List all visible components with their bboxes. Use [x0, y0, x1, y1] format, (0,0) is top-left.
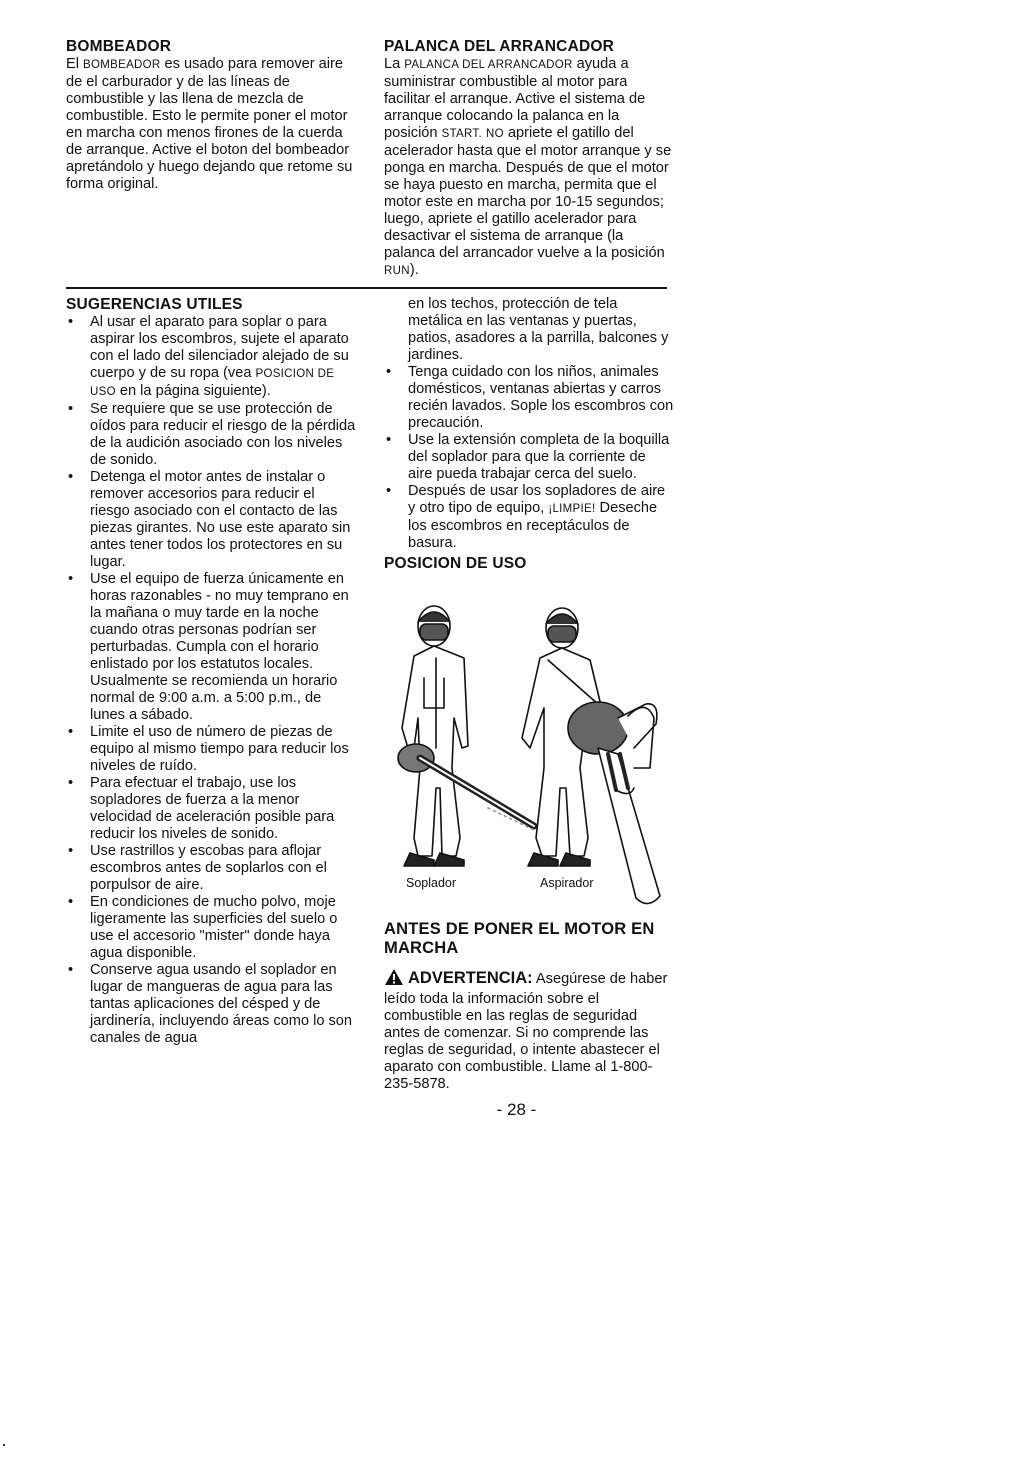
- list-item-smallcaps: POSICION DE USO: [90, 368, 335, 398]
- list-item: [66, 894, 356, 962]
- palanca-paragraph: [384, 56, 674, 280]
- bombeador-heading: BOMBEADOR: [66, 38, 172, 55]
- bombeador-smallcaps: BOMBEADOR: [83, 59, 161, 71]
- list-item: [66, 724, 356, 775]
- sugerencias-list: [66, 314, 356, 1047]
- bullet-icon: •: [386, 364, 392, 380]
- list-item: [66, 843, 356, 894]
- list-item-text: Use el equipo de fuerza únicamente en horas razonables - no muy temprano en la mañana o muy tarde en la noche cuando otras personas podrían ser perturbadas. Cumpla con el horario enlistado por los estatutos locales. Usualmente se recomienda un horario normal de 9:00 a.m. a 5:00 p.m., de lunes a sábado.: [90, 571, 349, 723]
- bombeador-text: es usado para remover aire de el carburador y de las líneas de combustible y las llena de mezcla de combustible. Esto le permite poner el motor en marcha con menos firones de la cuerda de arranque. Active el boton del bombeador apretándolo y huego dejando que retome su forma original.: [66, 56, 353, 192]
- list-item-text: Use rastrillos y escobas para aflojar escombros antes de soplarlos con el porpulsor de aire.: [90, 843, 327, 893]
- palanca-text: ).: [409, 262, 419, 278]
- list-item-text: Conserve agua usando el soplador en lugar de mangueras de agua para las tantas aplicaciones del césped y de jardinería, incluyendo áreas como lo son canales de agua: [90, 962, 353, 1046]
- bullet-icon: •: [68, 724, 74, 740]
- palanca-section: [384, 38, 674, 280]
- list-item: [384, 364, 674, 432]
- bombeador-text: El: [66, 56, 84, 72]
- list-item-text: Limite el uso de número de piezas de equipo al mismo tiempo para reducir los niveles de ruído.: [90, 724, 349, 774]
- page-number: - 28 -: [496, 1100, 537, 1119]
- list-item: [384, 432, 674, 483]
- warning-text: Asegúrese de haber leído toda la información sobre el combustible en las reglas de seguridad antes de comenzar. Si no comprende las reglas de seguridad, o intente abastecer el aparato con combustible. Llame al 1-800-235-5878.: [384, 971, 668, 1092]
- bullet-icon: •: [386, 483, 392, 499]
- list-item-text: Después de usar los sopladores de aire y otro tipo de equipo,: [408, 483, 666, 516]
- bullet-icon: •: [68, 843, 74, 859]
- caption-aspirador: Aspirador: [540, 876, 594, 890]
- list-item-text: En condiciones de mucho polvo, moje ligeramente las superficies del suelo o use el accesorio "mister" donde haya agua disponible.: [90, 894, 338, 961]
- list-item-text: Deseche los escombros en receptáculos de basura.: [408, 500, 658, 551]
- palanca-heading: PALANCA DEL ARRANCADOR: [384, 38, 615, 55]
- caption-soplador: Soplador: [406, 876, 457, 890]
- palanca-smallcaps: NO: [486, 128, 504, 140]
- warning-paragraph: [384, 968, 674, 1093]
- warning-icon: [384, 968, 404, 991]
- list-item: [66, 469, 356, 571]
- section-divider: [66, 287, 667, 289]
- bullet-icon: •: [68, 962, 74, 978]
- antes-section: [384, 920, 674, 1093]
- bullet-icon: •: [68, 894, 74, 910]
- bullet-icon: •: [68, 314, 74, 330]
- posicion-illustration: [384, 598, 674, 910]
- palanca-smallcaps: PALANCA DEL ARRANCADOR: [404, 59, 573, 71]
- bullet-icon: •: [68, 401, 74, 417]
- list-item: [66, 962, 356, 1047]
- palanca-smallcaps: START.: [441, 128, 482, 140]
- bombeador-paragraph: [66, 56, 356, 193]
- list-item-text: en la página siguiente).: [115, 383, 271, 399]
- operator-figures-image: [384, 598, 674, 910]
- list-item-text: Al usar el aparato para soplar o para aspirar los escombros, sujete el aparato con el lado del silenciador alejado de su cuerpo y de su ropa (vea: [90, 314, 349, 381]
- bullet-icon: •: [68, 775, 74, 791]
- list-item-smallcaps: ¡LIMPIE!: [548, 503, 596, 515]
- sugerencias-heading: SUGERENCIAS UTILES: [66, 296, 243, 313]
- list-item: [66, 775, 356, 843]
- palanca-text: La: [384, 56, 405, 72]
- palanca-text: ayuda a suministrar combustible al motor para facilitar el arranque. Active el sistema de arranque colocando la palanca en la posición: [384, 56, 646, 141]
- list-item: [66, 401, 356, 469]
- bullet-icon: •: [68, 571, 74, 587]
- bullet-icon: •: [386, 432, 392, 448]
- list-item-continuation: en los techos, protección de tela metálica en las ventanas y puertas, patios, asadores a la parrilla, balcones y jardines.: [408, 296, 669, 363]
- list-item: [66, 314, 356, 401]
- sugerencias-section: [66, 296, 356, 1047]
- antes-heading: ANTES DE PONER EL MOTOR EN MARCHA: [384, 920, 655, 957]
- list-item-text: Para efectuar el trabajo, use los sopladores de fuerza a la menor velocidad de aceleración posible para reducir los niveles de sonido.: [90, 775, 335, 842]
- sugerencias-continued: [384, 296, 674, 573]
- scan-mark: [3, 1444, 5, 1446]
- bullet-icon: •: [68, 469, 74, 485]
- posicion-heading: POSICION DE USO: [384, 555, 527, 572]
- list-item-text: Se requiere que se use protección de oídos para reducir el riesgo de la pérdida de la audición asociado con los niveles de sonido.: [90, 401, 356, 468]
- list-item-text: Detenga el motor antes de instalar o remover accesorios para reducir el riesgo asociado con el contacto de las piezas girantes. No use este aparato sin antes tener todos los protectores en su lugar.: [90, 469, 351, 570]
- list-item: [66, 571, 356, 724]
- palanca-smallcaps: RUN: [384, 265, 410, 277]
- sugerencias-list-continued: [384, 364, 674, 552]
- warning-label: ADVERTENCIA:: [408, 969, 533, 987]
- bombeador-section: [66, 38, 356, 193]
- list-item-text: Tenga cuidado con los niños, animales domésticos, ventanas abiertas y carros recién lavados. Sople los escombros con precaución.: [408, 364, 674, 431]
- palanca-text: apriete el gatillo del acelerador hasta que el motor arranque y se ponga en marcha. Después de que el motor se haya puesto en marcha, permita que el motor este en marcha por 10-15 segundos; luego, apriete el gatillo acelerador para desactivar el sistema de arranque (la palanca del arrancador vuelve a la posición: [384, 125, 672, 261]
- list-item: [384, 483, 674, 552]
- list-item-text: Use la extensión completa de la boquilla del soplador para que la corriente de aire pueda trabajar cerca del suelo.: [408, 432, 670, 482]
